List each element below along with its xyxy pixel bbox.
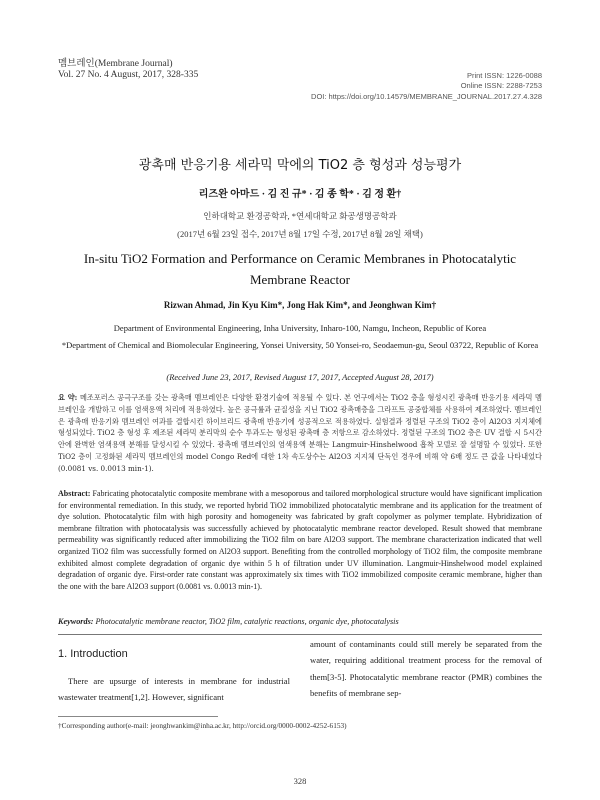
korean-title: 광촉매 반응기용 세라믹 막에의 TiO2 층 형성과 성능평가 [138,158,462,173]
korean-affiliation: 인하대학교 환경공학과, *연세대학교 화공생명공학과 [203,211,397,221]
affiliation-1: Department of Environmental Engineering, Inha University, Inharo-100, Namgu, Incheon, Republic of Korea [113,323,487,333]
korean-dates: (2017년 6월 23일 접수, 2017년 8월 17일 수정, 2017년 8월 28일 채택) [177,229,423,239]
print-issn: Print ISSN: 1226-0088 [466,71,542,80]
introduction-heading: 1. Introduction [58,648,128,660]
journal-volume-info: Vol. 27 No. 4 August, 2017, 328-335 [58,70,199,80]
keywords-label: Keywords: [58,617,94,626]
introduction-right-column: amount of contaminants could still merely be separated from the water, requiring additional treatment process for the removal of them[3-5]. Photocatalytic membrane reactor (PMR) combines the benefits of membrane sep- [310,639,542,699]
english-dates: (Received June 23, 2017, Revised August 17, 2017, Accepted August 28, 2017) [166,372,434,382]
english-abstract-label: Abstract: [58,489,91,498]
section-divider [58,634,542,635]
introduction-left-column: There are upsurge of interests in membrane for industrial wastewater treatment[1,2]. However, significant [58,676,290,703]
page-number: 328 [293,776,307,786]
footnote-divider [58,716,218,717]
corresponding-author-footnote: †Corresponding author(e-mail: jeonghwankim@inha.ac.kr, http://orcid.org/0000-0002-4252-6153) [58,721,347,730]
english-authors: Rizwan Ahmad, Jin Kyu Kim*, Jong Hak Kim*, and Jeonghwan Kim† [163,300,437,310]
keywords-text: Photocatalytic membrane reactor, TiO2 film, catalytic reactions, organic dye, photocatalysis [95,617,399,626]
english-affiliations [58,320,542,354]
korean-abstract-label: 요 약: [58,393,78,402]
korean-authors: 리즈완 아마드 · 김 진 규* · 김 종 학* · 김 정 환† [198,189,402,200]
affiliation-2: *Department of Chemical and Biomolecular Engineering, Yonsei University, 50 Yonsei-ro, Seodaemun-gu, Seoul 03722, Republic of Korea [61,340,539,350]
doi-link[interactable]: DOI: https://doi.org/10.14579/MEMBRANE_JOURNAL.2017.27.4.328 [311,92,542,101]
korean-abstract-text: 메조포러스 공극구조를 갖는 광촉매 멤브레인은 다양한 환경기술에 적용될 수 있다. 본 연구에서는 TiO2 층을 형성시킨 광촉매 반응기용 세라믹 멤브레인을 개발하고 이를 염색용액 처리에 적용하였다. 높은 공극률과 균질성을 지닌 TiO2 광촉매층을 그라프트 공중합체를 사용하여 제조하였다. 멤브레인은 광촉매 반응기와 멤브레인 여과를 결합시킨 하이브리드 광촉매 반응기에 성공적으로 적용하였다. 실험결과 정렬된 구조의 TiO2 층이 Al2O3 지지체에 형성되었다. TiO2 층 형성 후 제조된 세라믹 분리막의 순수 투과도는 형성된 광촉매 층 저항으로 감소하였다. 정렬된 구조의 TiO2 층은 UV 결합 시 5시간 안에 완벽한 염색용액 분해를 달성시킬 수 있었다. 광촉매 멤브레인의 염색용액 분해는 Langmuir-Hinshelwood 흡착 모델로 잘 설명할 수 있었다. 또한 TiO2 층이 고정화된 세라믹 멤브레인의 model Congo Red에 대한 1차 속도상수는 Al2O3 지지체 단독인 경우에 비해 약 6배 정도 큰 값을 나타내었다(0.0081 vs. 0.0013 min-1). [58,393,542,473]
english-title: In-situ TiO2 Formation and Performance on Ceramic Membranes in Photocatalytic Membrane Reactor [83,251,517,287]
online-issn: Online ISSN: 2288-7253 [460,81,542,90]
keywords [58,617,542,626]
english-abstract-text: Fabricating photocatalytic composite membrane with a mesoporous and tailored morphological structure would have significant implication for environmental remediation. In this study, we reported hybrid TiO2 immobilized photocatalytic membrane and its application for the treatment of dye solution. Photocatalytic film with high porosity and homogeneity was fabricated by graft copolymer as polymer template. Hybridization of membrane filtration with photocatalysis was successfully achieved by photocatalytic membrane reactor developed. Result showed that membrane permeability was significantly reduced after immobilizing the TiO2 film on bare Al2O3 support. The membrane characterization indicated that well organized TiO2 film was successfully formed on Al2O3 support. Benefiting from the controlled morphology of TiO2 film, the composite membrane exhibited almost complete degradation of organic dye within 5 h of filtration under UV illumination. Langmuir-Hinshelwood model explained degradation of organic dye. First-order rate constant was approximately six times with TiO2 immobilized composite ceramic membrane, higher than the one with the bare Al2O3 support (0.0081 vs. 0.0013 min-1). [58,489,542,591]
journal-name: 멤브레인(Membrane Journal) [58,59,173,69]
english-abstract [58,488,542,592]
korean-abstract [58,392,542,475]
